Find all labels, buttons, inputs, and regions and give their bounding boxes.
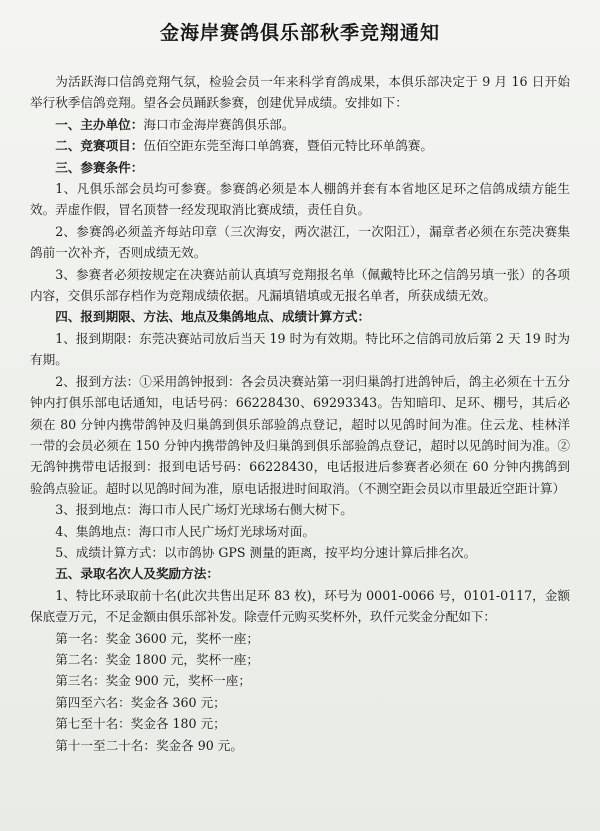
section-organizer xyxy=(30,114,570,135)
report-item: 5、成绩计算方式：以市鸽协 GPS 测量的距离，按平均分速计算后排名次。 xyxy=(55,544,477,560)
awards-item: 1、特比环录取前十名(此次共售出足环 83 枚)，环号为 0001-0066 号，0101-0117，金额保底壹万元，不足金额由俱乐部补发。除壹仟元购买奖杯外，玖仟元奖金分配如下： xyxy=(30,587,570,625)
section-awards-heading: 五、录取名次人及奖励方法： xyxy=(55,566,219,582)
report-item: 2、报到方法：①采用鸽钟报到：各会员决赛站第一羽归巢鸽打进鸽钟后，鸽主必须在十五分钟内打俱乐部电话通知，电话号码：66228430、69293343。告知暗印、足环、棚号，其后必须在 80 分钟内携带鸽钟及归巢鸽到俱乐部验鸽点登记，超时以见鸽时间为准。住云龙、桂林洋一带的会员必须在 150 分钟内携带鸽钟及归巢鸽到俱乐部验鸽点登记，超时以见鸽时间为准。②无鸽钟携带电话报到：报到电话号码：66228430，电话报进后参赛者必须在 60 分钟内携鸽到验鸽点验证。超时以见鸽时间为准，原电话报进时间取消。（不测空距会员以市里最近空距计算） xyxy=(30,373,570,496)
prize-line: 第二名：奖金 1800 元，奖杯一座； xyxy=(55,651,259,667)
section-organizer-label: 一、主办单位： xyxy=(55,116,144,132)
report-item: 1、报到期限：东莞决赛站司放后当天 19 时为有效期。特比环之信鸽司放后第 2 天 19 时为有期。 xyxy=(30,330,570,368)
report-item: 4、集鸽地点：海口市人民广场灯光球场对面。 xyxy=(55,523,316,539)
condition-item: 1、凡俱乐部会员均可参赛。参赛鸽必须是本人棚鸽并套有本省地区足环之信鸽成绩方能生效。弄虚作假，冒名顶替一经发现取消比赛成绩，责任自负。 xyxy=(30,181,570,218)
prize-line: 第十一至二十名：奖金各 90 元。 xyxy=(55,737,243,753)
prize-line: 第四至六名：奖金各 360 元； xyxy=(55,694,226,710)
prize-line: 第七至十名：奖金各 180 元； xyxy=(55,716,226,732)
report-item: 3、报到地点：海口市人民广场灯光球场右侧大树下。 xyxy=(55,502,353,518)
section-report-heading: 四、报到期限、方法、地点及集鸽地点、成绩计算方式： xyxy=(55,309,371,325)
condition-item: 3、参赛者必须按规定在决赛站前认真填写竞翔报名单（佩戴特比环之信鸽另填一张）的各项内容，交俱乐部存档作为竞翔成绩依据。凡漏填错填或无报名单者，所获成绩无效。 xyxy=(30,266,570,304)
condition-item: 2、参赛鸽必须盖齐每站印章（三次海安，两次湛江，一次阳江），漏章者必须在东莞决赛集鸽前一次补齐，否则成绩无效。 xyxy=(30,223,570,261)
section-event xyxy=(30,135,570,156)
section-event-label: 二、竞赛项目： xyxy=(55,138,144,154)
section-organizer-text: 海口市金海岸赛鸽俱乐部。 xyxy=(143,116,295,132)
prize-line: 第三名：奖金 900 元，奖杯一座； xyxy=(55,673,251,689)
section-event-text: 伍佰空距东莞至海口单鸽赛，暨佰元特比环单鸽赛。 xyxy=(143,138,433,154)
section-conditions-heading: 三、参赛条件： xyxy=(55,159,144,175)
prize-line: 第一名：奖金 3600 元，奖杯一座； xyxy=(55,630,259,646)
notice-title: 金海岸赛鸽俱乐部秋季竞翔通知 xyxy=(159,22,440,44)
intro-paragraph: 为活跃海口信鸽竞翔气氛，检验会员一年来科学育鸽成果，本俱乐部决定于 9 月 16 日开始举行秋季信鸽竞翔。望各会员踊跃参赛，创建优异成绩。安排如下： xyxy=(30,74,570,111)
